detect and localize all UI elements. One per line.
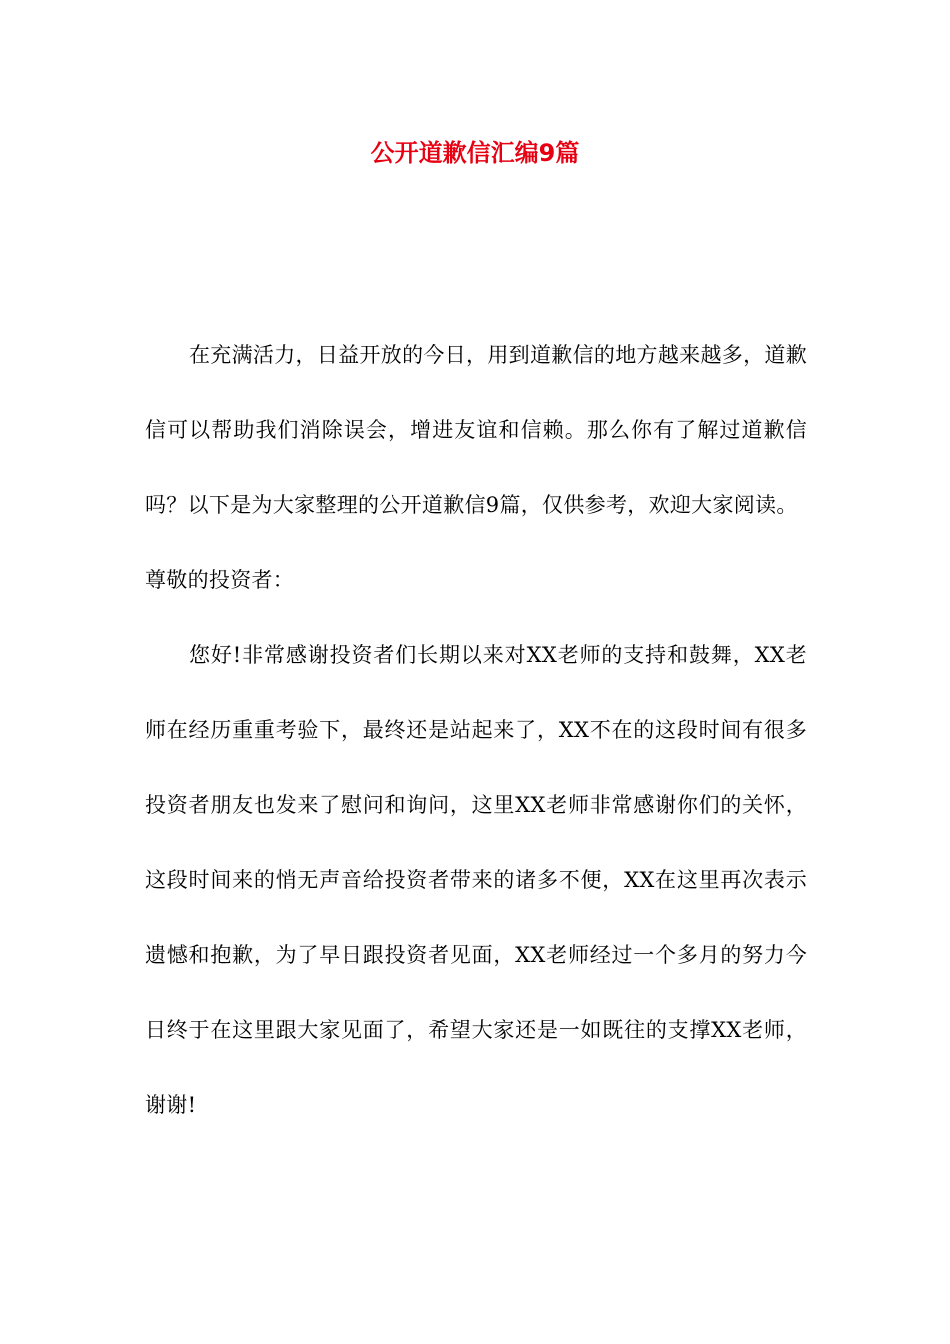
intro-paragraph: 在充满活力，日益开放的今日，用到道歉信的地方越来越多，道歉信可以帮助我们消除误会，增进友谊和信赖。那么你有了解过道歉信吗？以下是为大家整理的公开道歉信9篇，仅供参考，欢迎大家阅读。: [145, 343, 807, 517]
salutation-paragraph: 尊敬的投资者：: [145, 568, 295, 592]
page-title: 公开道歉信汇编9篇: [370, 139, 580, 167]
letter-body-paragraph: 您好!非常感谢投资者们长期以来对XX老师的支持和鼓舞，XX老师在经历重重考验下，最终还是站起来了，XX不在的这段时间有很多投资者朋友也发来了慰问和询问，这里XX老师非常感谢你们的关怀，这段时间来的悄无声音给投资者带来的诸多不便，XX在这里再次表示遗憾和抱歉，为了早日跟投资者见面，XX老师经过一个多月的努力今日终于在这里跟大家见面了，希望大家还是一如既往的支撑XX老师，谢谢!: [145, 643, 807, 1117]
document-body: [145, 318, 807, 1143]
